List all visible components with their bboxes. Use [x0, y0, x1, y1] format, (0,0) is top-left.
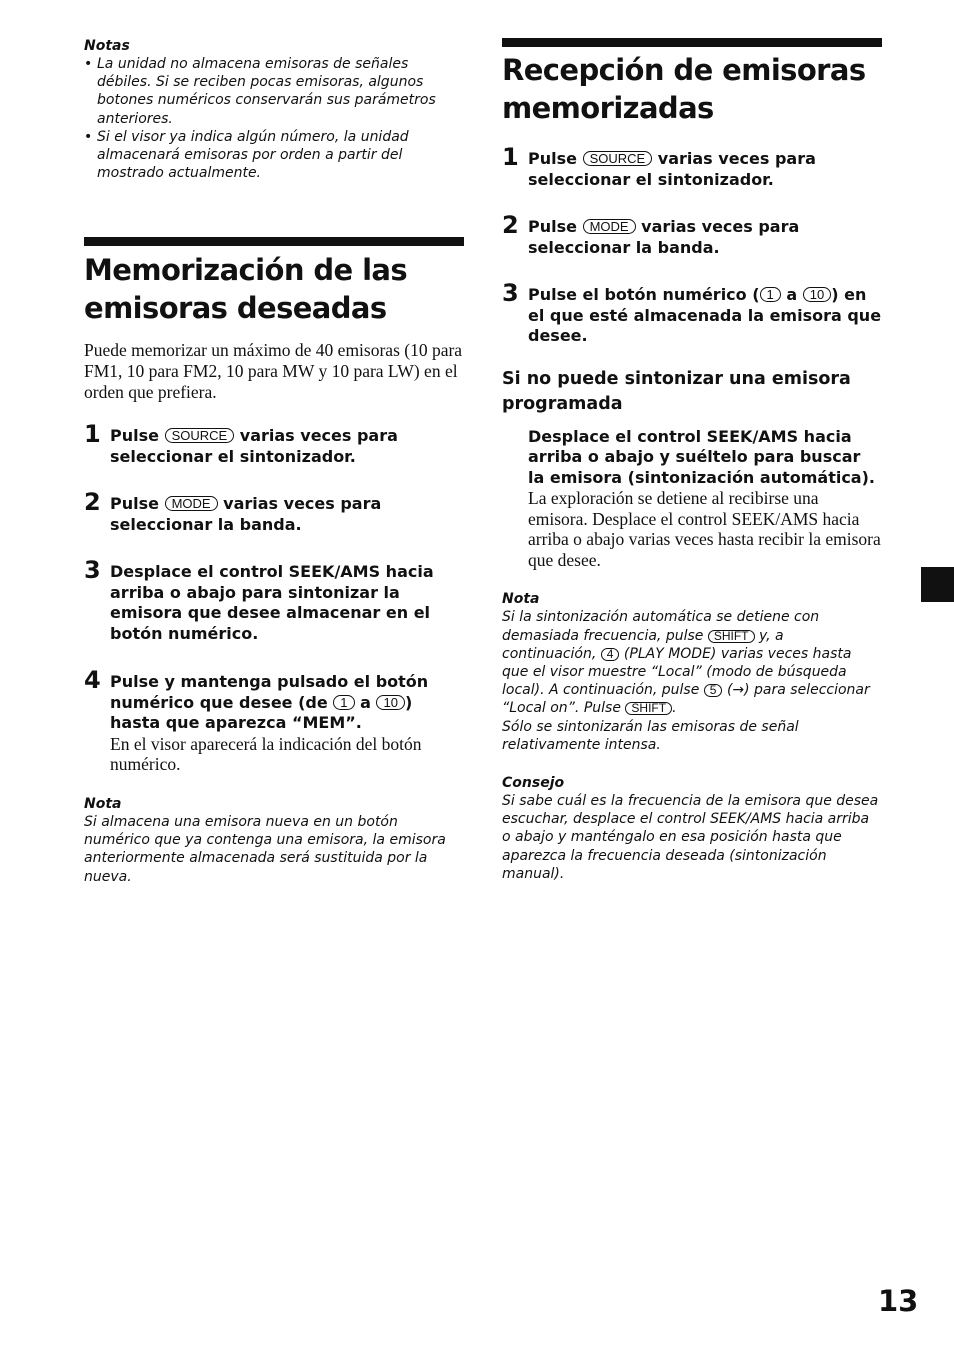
step-1: 1 Pulse SOURCE varias veces para seleccionar el sintonizador.	[502, 143, 816, 189]
mode-button: MODE	[583, 219, 636, 234]
note-bullet: • La unidad no almacena emisoras de señales débiles. Si se reciben pocas emisoras, algunos botones numéricos conservarán sus parámetros anteriores.	[84, 55, 464, 128]
source-button: SOURCE	[165, 428, 235, 443]
auto-tuning-instruction: Desplace el control SEEK/AMS hacia arriba o abajo y suéltelo para buscar la emisora (sintonización automática).	[528, 426, 875, 487]
step-3: 3 Desplace el control SEEK/AMS hacia arriba o abajo para sintonizar la emisora que desee almacenar en el botón numérico.	[84, 556, 434, 643]
step-2: 2 Pulse MODE varias veces para seleccionar la banda.	[84, 488, 382, 534]
section-title: Recepción de emisoras memorizadas	[502, 53, 866, 125]
number-button-5: 5	[704, 684, 723, 697]
step-number: 3	[502, 279, 519, 307]
number-button-10: 10	[803, 287, 831, 302]
arrow-icon: (→)	[726, 682, 750, 699]
step-number: 1	[502, 143, 519, 171]
right-column	[502, 0, 882, 883]
section-title: Memorización de las emisoras deseadas	[84, 253, 408, 326]
section-tab-marker	[921, 567, 954, 602]
source-button: SOURCE	[583, 151, 653, 166]
page-number: 13	[878, 1284, 919, 1318]
note-heading: Nota	[502, 591, 540, 608]
tip-text: Si sabe cuál es la frecuencia de la emisora que desea escuchar, desplace el control SEEK/AMS hacia arriba o abajo y manténgalo en esa posición hasta que aparezca la frecuencia deseada (sintonización manual).	[502, 793, 879, 882]
step-number: 4	[84, 666, 101, 695]
note-bullet: • Si el visor ya indica algún número, la unidad almacenará emisoras por orden a partir del mostrado actualmente.	[84, 128, 464, 183]
number-button-4: 4	[601, 648, 620, 661]
notes-heading: Notas	[84, 38, 130, 54]
step-4: 4 Pulse y mantenga pulsado el botón numérico que desee (de 1 a 10 ) hasta que aparezca “MEM”. En el visor aparecerá la indicación del botón numérico.	[84, 666, 429, 775]
number-button-10: 10	[376, 695, 404, 710]
step-number: 1	[84, 420, 101, 449]
shift-button: SHIFT	[708, 630, 755, 643]
section-rule	[84, 237, 464, 246]
section-intro: Puede memorizar un máximo de 40 emisoras (10 para FM1, 10 para FM2, 10 para MW y 10 para LW) en el orden que prefiera.	[84, 340, 463, 402]
step-3: 3 Pulse el botón numérico ( 1 a 10 ) en el que esté almacenada la emisora que desee.	[502, 279, 882, 345]
step-2: 2 Pulse MODE varias veces para seleccionar la banda.	[502, 211, 800, 257]
step-number: 3	[84, 556, 101, 585]
auto-tuning-body: La exploración se detiene al recibirse una emisora. Desplace el control SEEK/AMS hacia arriba o abajo varias veces hasta recibir la emisora que desee.	[528, 488, 881, 570]
number-button-1: 1	[333, 695, 354, 710]
note-text: Si almacena una emisora nueva en un botón numérico que ya contenga una emisora, la emisora anteriormente almacenada será sustituida por la nueva.	[84, 813, 446, 885]
section-rule	[502, 38, 882, 47]
left-column	[84, 0, 464, 886]
step-1: 1 Pulse SOURCE varias veces para seleccionar el sintonizador.	[84, 420, 398, 466]
step-number: 2	[84, 488, 101, 517]
mode-button: MODE	[165, 496, 218, 511]
note-text: Si la sintonización automática se detiene con demasiada frecuencia, pulse SHIFT y, a continuación, 4 (PLAY MODE) varias veces hasta que el visor muestre “Local” (modo de búsqueda local). A continuación, pulse 5 (→) para seleccionar “Local on”. Pulse SHIFT .	[502, 609, 870, 717]
note-text: Sólo se sintonizarán las emisoras de señal relativamente intensa.	[502, 718, 799, 753]
note-heading: Nota	[84, 795, 122, 812]
auto-tuning-block	[502, 427, 882, 571]
shift-button: SHIFT	[625, 702, 672, 715]
subsection-heading: Si no puede sintonizar una emisora programada	[502, 368, 851, 414]
tip-heading: Consejo	[502, 775, 565, 791]
number-button-1: 1	[760, 287, 781, 302]
step-number: 2	[502, 211, 519, 239]
